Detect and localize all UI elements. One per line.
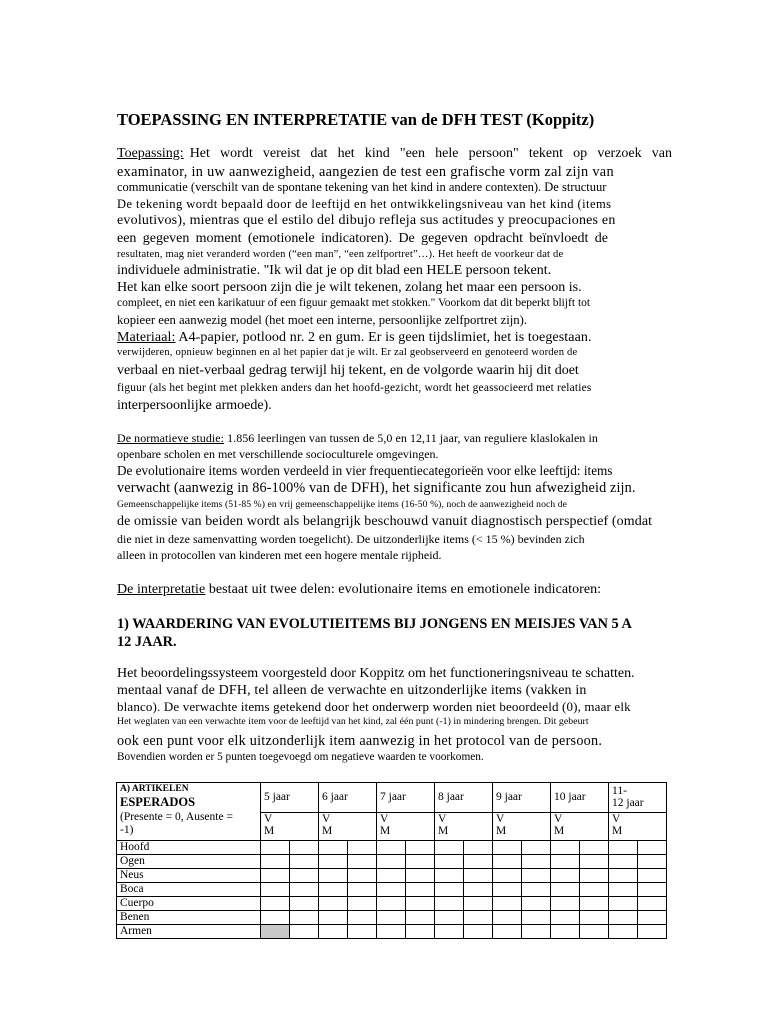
score-cell[interactable]	[435, 883, 464, 897]
score-cell[interactable]	[290, 883, 319, 897]
toepassing-line-9: Het kan elke soort persoon zijn die je wilt tekenen, zolang het maar een persoon is.	[117, 280, 582, 295]
item-label: Cuerpo	[117, 897, 261, 911]
score-cell[interactable]	[348, 855, 377, 869]
item-label: Neus	[117, 869, 261, 883]
interpretatie-text: bestaat uit twee delen: evolutionaire items en emotionele indicatoren:	[208, 582, 602, 597]
score-cell[interactable]	[580, 911, 609, 925]
m-label: M	[322, 825, 333, 837]
table-header-row	[117, 783, 667, 813]
score-cell[interactable]	[522, 925, 551, 939]
score-cell[interactable]	[290, 855, 319, 869]
score-cell[interactable]	[609, 925, 638, 939]
score-cell[interactable]	[493, 841, 522, 855]
table-header-cell	[117, 783, 261, 841]
age-header: 5 jaar	[261, 783, 319, 813]
vm-cell	[377, 813, 435, 841]
table-row	[117, 841, 667, 855]
score-cell[interactable]	[638, 855, 667, 869]
expected-items-table	[116, 782, 667, 939]
score-cell[interactable]	[435, 855, 464, 869]
score-cell[interactable]	[493, 911, 522, 925]
score-cell[interactable]	[493, 897, 522, 911]
score-cell[interactable]	[609, 869, 638, 883]
interpretatie-label: De interpretatie	[117, 582, 206, 597]
score-cell[interactable]	[377, 897, 406, 911]
score-cell[interactable]	[464, 869, 493, 883]
v-label: V	[496, 813, 505, 825]
score-cell[interactable]	[638, 869, 667, 883]
score-cell[interactable]	[377, 925, 406, 939]
score-cell[interactable]	[522, 883, 551, 897]
materiaal-line-5: interpersoonlijke armoede).	[117, 398, 272, 413]
score-cell[interactable]	[464, 925, 493, 939]
score-cell[interactable]	[580, 925, 609, 939]
score-cell[interactable]	[319, 925, 348, 939]
score-cell[interactable]	[377, 869, 406, 883]
toepassing-line-7: resultaten, mag niet veranderd worden (“een man”, “een zelfportret”…). Het heeft de voorkeur dat de	[117, 249, 564, 260]
beoordeling-line-1: Het beoordelingssysteem voorgesteld door Koppitz om het functioneringsniveau te schatten.	[117, 666, 635, 681]
v-label: V	[380, 813, 389, 825]
score-cell[interactable]	[638, 925, 667, 939]
beoordeling-line-5: ook een punt voor elk uitzonderlijk item aanwezig in het protocol van de persoon.	[117, 733, 603, 749]
score-cell[interactable]	[551, 841, 580, 855]
score-cell[interactable]	[551, 869, 580, 883]
item-label: Hoofd	[117, 841, 261, 855]
materiaal-label: Materiaal:	[117, 330, 176, 345]
age-header: 6 jaar	[319, 783, 377, 813]
toepassing-line-1	[117, 147, 672, 161]
age-header: 9 jaar	[493, 783, 551, 813]
m-label: M	[496, 825, 507, 837]
vm-cell	[493, 813, 551, 841]
toepassing-line-8: individuele administratie. "Ik wil dat je op dit blad een HELE persoon tekent.	[117, 263, 552, 278]
materiaal-text-1: A4-papier, potlood nr. 2 en gum. Er is geen tijdslimiet, het is toegestaan.	[178, 330, 592, 345]
score-cell[interactable]	[522, 869, 551, 883]
score-cell[interactable]	[406, 925, 435, 939]
score-cell[interactable]	[261, 869, 290, 883]
score-cell[interactable]	[348, 911, 377, 925]
v-label: V	[612, 813, 621, 825]
normatief-line-4: verwacht (aanwezig in 86-100% van de DFH), het significante zou hun afwezigheid zijn.	[117, 480, 636, 496]
score-cell[interactable]	[638, 883, 667, 897]
materiaal-line-2: verwijderen, opnieuw beginnen en al het papier dat je wilt. Er zal geobserveerd en genoteerd worden de	[117, 347, 578, 358]
beoordeling-line-6: Bovendien worden er 5 punten toegevoegd om negatieve waarden te voorkomen.	[117, 751, 484, 763]
header-note-2: -1)	[120, 824, 134, 836]
score-cell[interactable]	[348, 883, 377, 897]
score-cell[interactable]	[493, 855, 522, 869]
toepassing-line-4: De tekening wordt bepaald door de leeftijd en het ontwikkelingsniveau van het kind (items	[117, 197, 612, 211]
beoordeling-line-3: blanco). De verwachte items getekend door het onderwerp worden niet beoordeeld (0), maar elk	[117, 699, 631, 714]
materiaal-line-1	[117, 331, 592, 345]
header-note-1: (Presente = 0, Ausente =	[120, 811, 233, 823]
vm-cell	[551, 813, 609, 841]
score-cell[interactable]	[493, 883, 522, 897]
score-cell[interactable]	[609, 841, 638, 855]
normatief-line-7: die niet in deze samenvatting worden toegelicht). De uitzonderlijke items (< 15 %) bevinden zich	[117, 532, 585, 546]
m-label: M	[438, 825, 449, 837]
section-heading-2: 12 JAAR.	[117, 634, 177, 650]
v-label: V	[554, 813, 563, 825]
score-cell[interactable]	[319, 883, 348, 897]
item-label: Ogen	[117, 855, 261, 869]
score-cell[interactable]	[319, 841, 348, 855]
age-header: 10 jaar	[551, 783, 609, 813]
score-cell[interactable]	[580, 897, 609, 911]
age-header: 11- 12 jaar	[609, 783, 667, 813]
score-cell[interactable]	[464, 841, 493, 855]
normatief-line-8: alleen in protocollen van kinderen met een hogere mentale rijpheid.	[117, 548, 442, 562]
score-cell[interactable]	[406, 883, 435, 897]
toepassing-line-6: een gegeven moment (emotionele indicatoren). De gegeven opdracht beïnvloedt de	[117, 231, 608, 246]
normatief-line-1	[117, 432, 598, 444]
item-label: Benen	[117, 911, 261, 925]
normatief-line-2: openbare scholen en met verschillende socioculturele omgevingen.	[117, 447, 439, 461]
score-cell[interactable]	[522, 897, 551, 911]
score-cell[interactable]	[261, 911, 290, 925]
score-cell[interactable]	[261, 925, 290, 939]
score-cell[interactable]	[261, 883, 290, 897]
table-row	[117, 925, 667, 939]
normatief-line-6: de omissie van beiden wordt als belangrijk beschouwd vanuit diagnostisch perspectief (omdat	[117, 514, 653, 529]
score-cell[interactable]	[551, 855, 580, 869]
score-cell[interactable]	[377, 883, 406, 897]
score-cell[interactable]	[464, 911, 493, 925]
score-cell[interactable]	[638, 897, 667, 911]
score-cell[interactable]	[348, 925, 377, 939]
score-cell[interactable]	[609, 897, 638, 911]
score-cell[interactable]	[348, 897, 377, 911]
score-cell[interactable]	[261, 897, 290, 911]
score-cell[interactable]	[580, 883, 609, 897]
toepassing-line-5: evolutivos), mientras que el estilo del dibujo refleja sus actitudes y preocupaciones en	[117, 213, 616, 228]
score-cell[interactable]	[377, 911, 406, 925]
m-label: M	[380, 825, 391, 837]
score-cell[interactable]	[406, 897, 435, 911]
score-cell[interactable]	[464, 883, 493, 897]
score-cell[interactable]	[580, 869, 609, 883]
score-cell[interactable]	[609, 855, 638, 869]
item-label: Boca	[117, 883, 261, 897]
beoordeling-line-2: mentaal vanaf de DFH, tel alleen de verwachte en uitzonderlijke items (vakken in	[117, 683, 587, 698]
toepassing-line-3: communicatie (verschilt van de spontane tekening van het kind in andere contexten). De structuur	[117, 180, 607, 194]
score-cell[interactable]	[348, 841, 377, 855]
score-cell[interactable]	[493, 869, 522, 883]
score-cell[interactable]	[348, 869, 377, 883]
materiaal-line-3: verbaal en niet-verbaal gedrag terwijl hij tekent, en de volgorde waarin hij dit doet	[117, 363, 579, 378]
header-small: A) ARTIKELEN	[120, 784, 189, 794]
table-row	[117, 869, 667, 883]
score-cell[interactable]	[435, 897, 464, 911]
score-cell[interactable]	[609, 883, 638, 897]
vm-cell	[261, 813, 319, 841]
v-label: V	[438, 813, 447, 825]
score-cell[interactable]	[377, 855, 406, 869]
score-cell[interactable]	[580, 855, 609, 869]
score-cell[interactable]	[406, 869, 435, 883]
score-cell[interactable]	[551, 883, 580, 897]
normatief-line-3: De evolutionaire items worden verdeeld in vier frequentiecategorieën voor elke leeftijd: items	[117, 463, 613, 478]
vm-cell	[435, 813, 493, 841]
item-label: Armen	[117, 925, 261, 939]
score-cell[interactable]	[290, 897, 319, 911]
normatief-line-5: Gemeenschappelijke items (51-85 %) en vrij gemeenschappelijke items (16-50 %), noch de aanwezigheid noch de	[117, 499, 567, 510]
score-cell[interactable]	[493, 925, 522, 939]
score-cell[interactable]	[377, 841, 406, 855]
score-cell[interactable]	[319, 869, 348, 883]
score-cell[interactable]	[261, 855, 290, 869]
section-heading-1: 1) WAARDERING VAN EVOLUTIEITEMS BIJ JONGENS EN MEISJES VAN 5 A	[117, 616, 632, 632]
m-label: M	[612, 825, 623, 837]
score-cell[interactable]	[638, 841, 667, 855]
score-cell[interactable]	[406, 855, 435, 869]
score-cell[interactable]	[464, 855, 493, 869]
score-cell[interactable]	[551, 897, 580, 911]
materiaal-line-4: figuur (als het begint met plekken anders dan het hoofd-gezicht, wordt het geassocieerd met relaties	[117, 382, 592, 394]
score-cell[interactable]	[261, 841, 290, 855]
score-cell[interactable]	[435, 869, 464, 883]
v-label: V	[264, 813, 273, 825]
score-cell[interactable]	[580, 841, 609, 855]
toepassing-label: Toepassing:	[117, 146, 184, 161]
table-row	[117, 897, 667, 911]
score-cell[interactable]	[319, 911, 348, 925]
score-cell[interactable]	[290, 869, 319, 883]
score-cell[interactable]	[522, 911, 551, 925]
score-cell[interactable]	[435, 911, 464, 925]
score-cell[interactable]	[551, 925, 580, 939]
score-cell[interactable]	[406, 841, 435, 855]
vm-cell	[319, 813, 377, 841]
header-big: ESPERADOS	[120, 795, 196, 809]
table-row	[117, 883, 667, 897]
toepassing-line-2: examinator, in uw aanwezigheid, aangezien de test een grafische vorm zal zijn van	[117, 164, 614, 180]
age-header: 7 jaar	[377, 783, 435, 813]
score-cell[interactable]	[551, 911, 580, 925]
score-cell[interactable]	[435, 841, 464, 855]
normatief-label: De normatieve studie:	[117, 431, 225, 445]
score-cell[interactable]	[464, 897, 493, 911]
score-cell[interactable]	[609, 911, 638, 925]
score-cell[interactable]	[319, 897, 348, 911]
score-cell[interactable]	[406, 911, 435, 925]
page-title: TOEPASSING EN INTERPRETATIE van de DFH TEST (Koppitz)	[117, 110, 595, 129]
score-cell[interactable]	[290, 911, 319, 925]
interpretatie-line	[117, 583, 601, 597]
table-row	[117, 911, 667, 925]
score-cell[interactable]	[522, 841, 551, 855]
toepassing-line-10: compleet, en niet een karikatuur of een figuur gemaakt met stokken." Voorkom dat dit beperkt blijft tot	[117, 297, 591, 309]
vm-cell	[609, 813, 667, 841]
score-cell[interactable]	[290, 925, 319, 939]
v-label: V	[322, 813, 331, 825]
beoordeling-line-4: Het weglaten van een verwachte item voor de leeftijd van het kind, zal één punt (-1) in mindering brengen. Dit gebeurt	[117, 716, 589, 727]
m-label: M	[554, 825, 565, 837]
score-cell[interactable]	[435, 925, 464, 939]
toepassing-line-11: kopieer een aanwezig model (het moet een interne, persoonlijke zelfportret zijn).	[117, 313, 528, 327]
normatief-text-1: 1.856 leerlingen van tussen de 5,0 en 12,11 jaar, van reguliere klaslokalen in	[227, 431, 598, 445]
age-header: 8 jaar	[435, 783, 493, 813]
table-row	[117, 855, 667, 869]
m-label: M	[264, 825, 275, 837]
score-cell[interactable]	[638, 911, 667, 925]
score-cell[interactable]	[290, 841, 319, 855]
score-cell[interactable]	[319, 855, 348, 869]
score-cell[interactable]	[522, 855, 551, 869]
toepassing-text-1: Het wordt vereist dat het kind "een hele persoon" tekent op verzoek van	[189, 146, 672, 161]
